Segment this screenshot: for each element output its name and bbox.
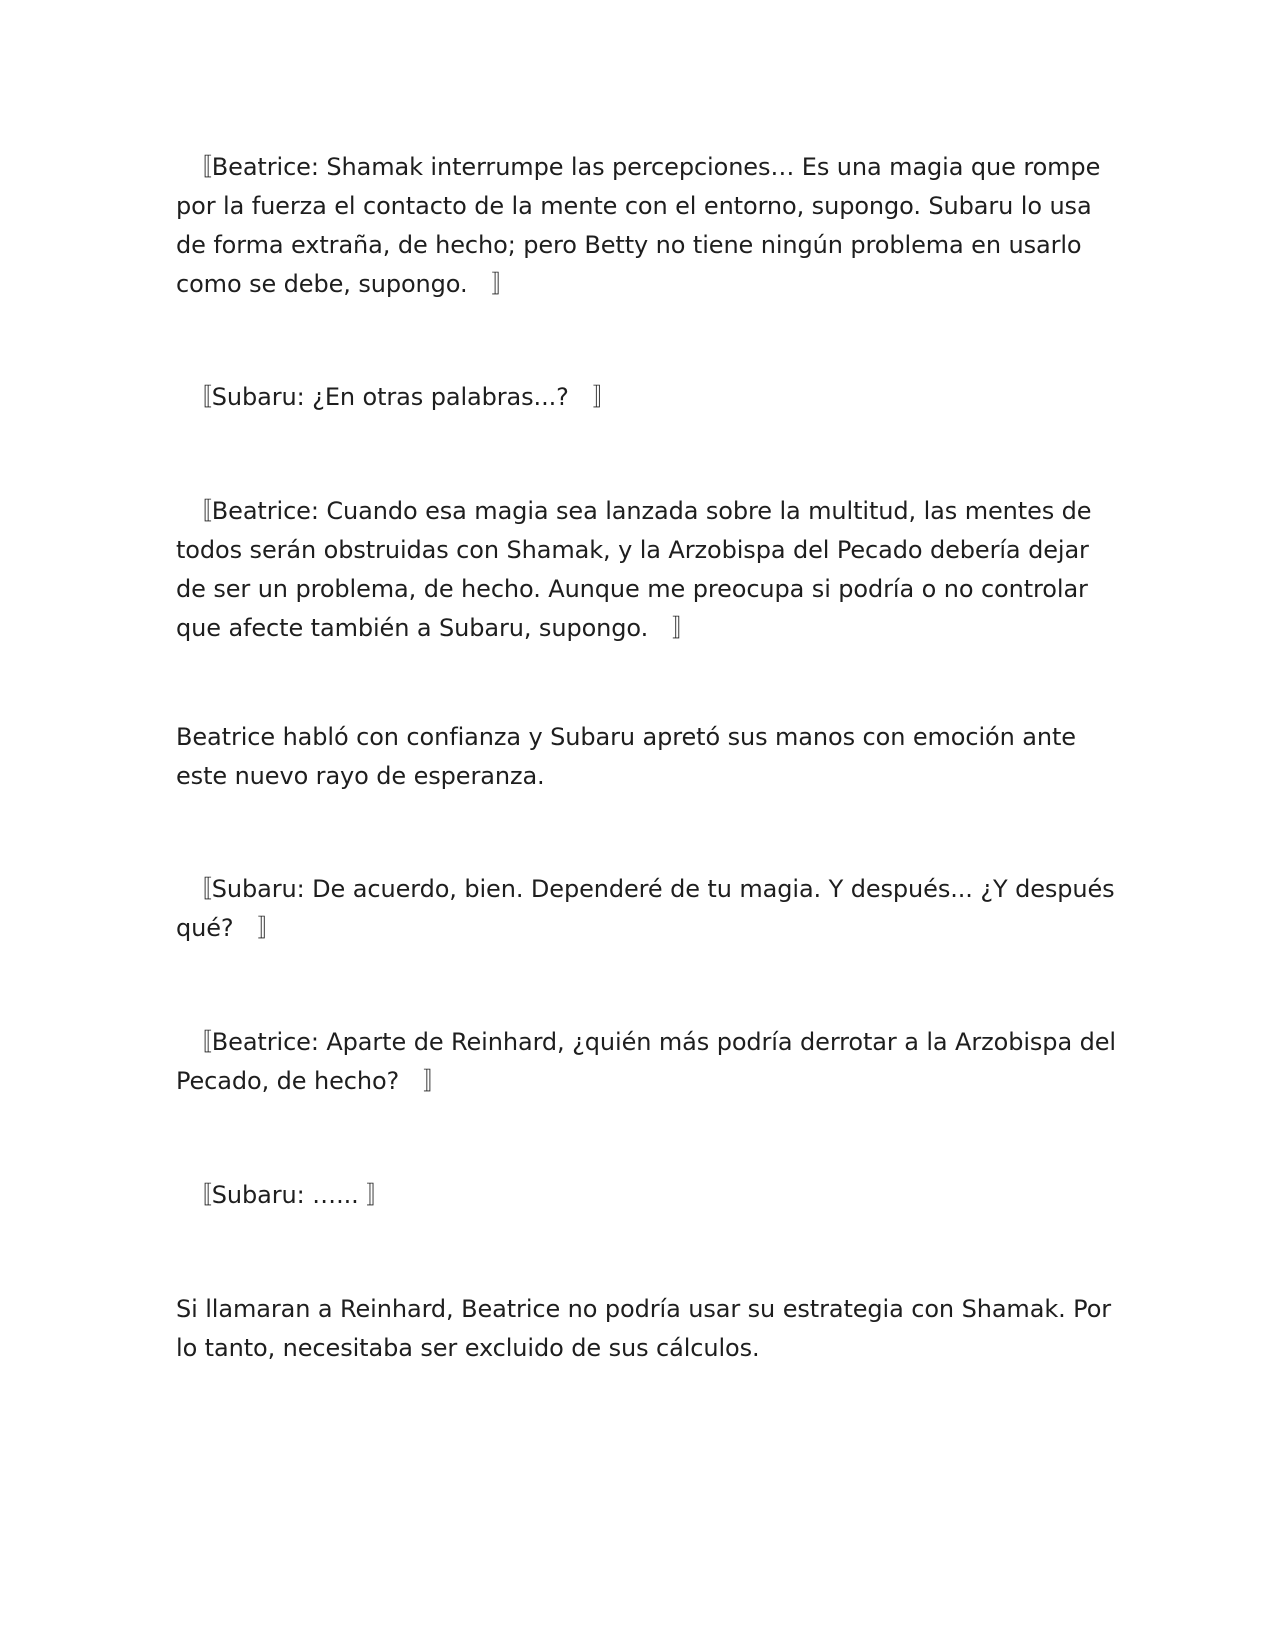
- paragraph-beatrice-multitud: 〚Beatrice: Cuando esa magia sea lanzada sobre la multitud, las mentes de todos serán obstruidas con Shamak, y la Arzobispa del Pecado debería dejar de ser un problema, de hecho. Aunque me preocupa si podría o no controlar que afecte también a Subaru, supongo. 〛: [176, 497, 1092, 642]
- paragraph-narration-confianza: Beatrice habló con confianza y Subaru apretó sus manos con emoción ante este nuevo rayo de esperanza.: [176, 723, 1076, 790]
- paragraph-subaru-silence: 〚Subaru: …... 〛: [176, 1181, 391, 1209]
- paragraph-beatrice-reinhard: 〚Beatrice: Aparte de Reinhard, ¿quién más podría derrotar a la Arzobispa del Pecado, de hecho? 〛: [176, 1028, 1116, 1095]
- paragraph-narration-calculos: Si llamaran a Reinhard, Beatrice no podría usar su estrategia con Shamak. Por lo tanto, necesitaba ser excluido de sus cálculos.: [176, 1295, 1112, 1362]
- paragraph-subaru-otras-palabras: 〚Subaru: ¿En otras palabras...? 〛: [176, 383, 617, 411]
- paragraph-subaru-de-acuerdo: 〚Subaru: De acuerdo, bien. Dependeré de tu magia. Y después... ¿Y después qué? 〛: [176, 875, 1115, 942]
- paragraph-beatrice-shamak: 〚Beatrice: Shamak interrumpe las percepciones… Es una magia que rompe por la fuerza el contacto de la mente con el entorno, supongo. Subaru lo usa de forma extraña, de hecho; pero Betty no tiene ningún problema en usarlo como se debe, supongo. 〛: [176, 153, 1101, 298]
